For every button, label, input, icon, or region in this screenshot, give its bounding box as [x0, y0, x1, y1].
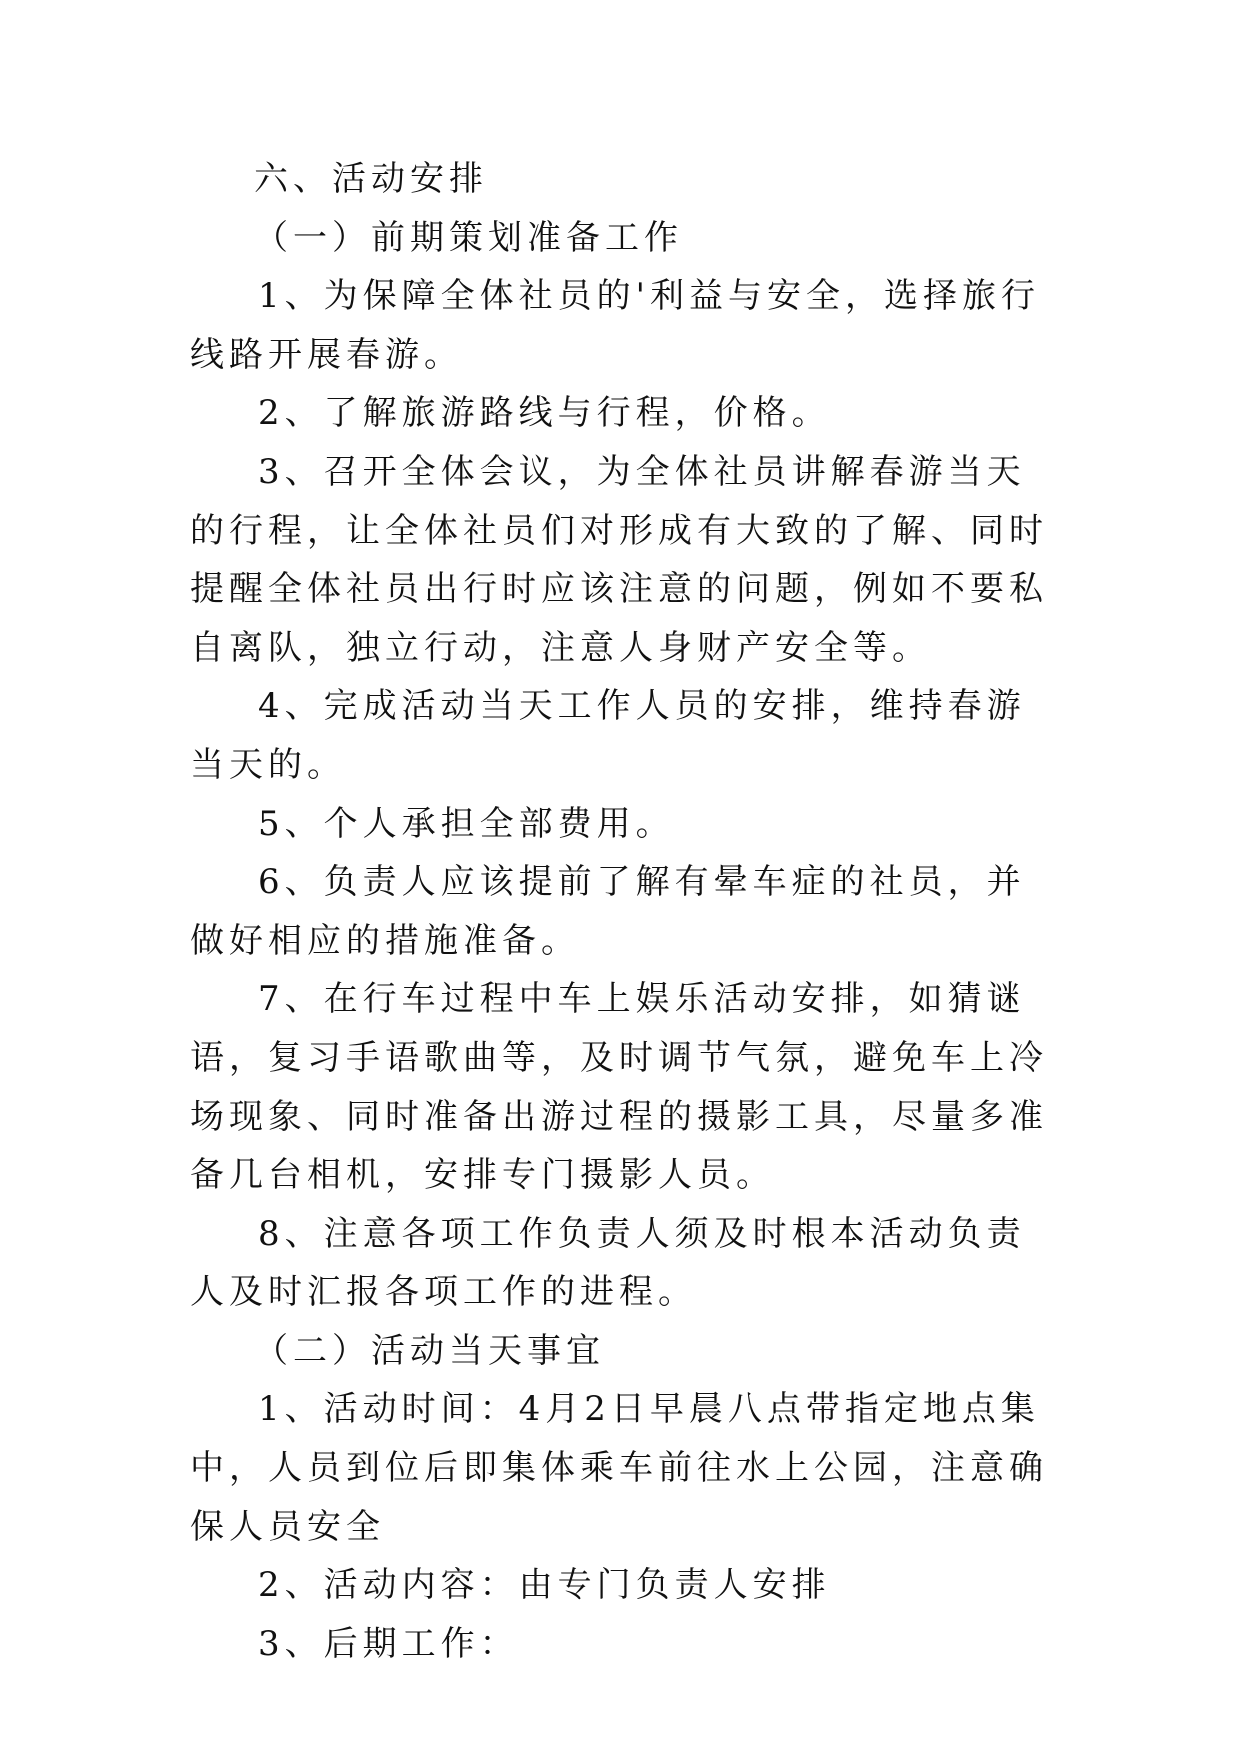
- list-item: 4、完成活动当天工作人员的安排，维持春游当天的。: [190, 686, 1026, 785]
- list-item: 1、为保障全体社员的'利益与安全，选择旅行线路开展春游。: [190, 276, 1040, 375]
- section-heading: 六、活动安排: [254, 159, 488, 199]
- list-item: 3、后期工作：: [258, 1623, 519, 1664]
- list-item: 2、活动内容：由专门负责人安排: [258, 1565, 831, 1606]
- list-item: 2、了解旅游路线与行程，价格。: [258, 393, 831, 434]
- subsection-title-preparation: （一）前期策划准备工作: [254, 217, 683, 258]
- list-item: 3、召开全体会议，为全体社员讲解春游当天的行程，让全体社员们对形成有大致的了解、同时提醒全体社员出行时应该注意的问题，例如不要私自离队，独立行动，注意人身财产安全等。: [190, 451, 1048, 668]
- list-item: 5、个人承担全部费用。: [258, 803, 675, 844]
- list-item: 6、负责人应该提前了解有晕车症的社员，并做好相应的措施准备。: [190, 862, 1026, 961]
- subsection-title-event-day: （二）活动当天事宜: [254, 1330, 605, 1371]
- list-item: 7、在行车过程中车上娱乐活动安排，如猜谜语，复习手语歌曲等，及时调节气氛，避免车上冷场现象、同时准备出游过程的摄影工具，尽量多准备几台相机，安排专门摄影人员。: [190, 979, 1048, 1196]
- list-item: 8、注意各项工作负责人须及时根本活动负责人及时汇报各项工作的进程。: [190, 1213, 1026, 1313]
- list-item: 1、活动时间：4月2日早晨八点带指定地点集中，人员到位后即集体乘车前往水上公园，注意确保人员安全: [190, 1389, 1048, 1547]
- document-body: [190, 150, 1056, 1673]
